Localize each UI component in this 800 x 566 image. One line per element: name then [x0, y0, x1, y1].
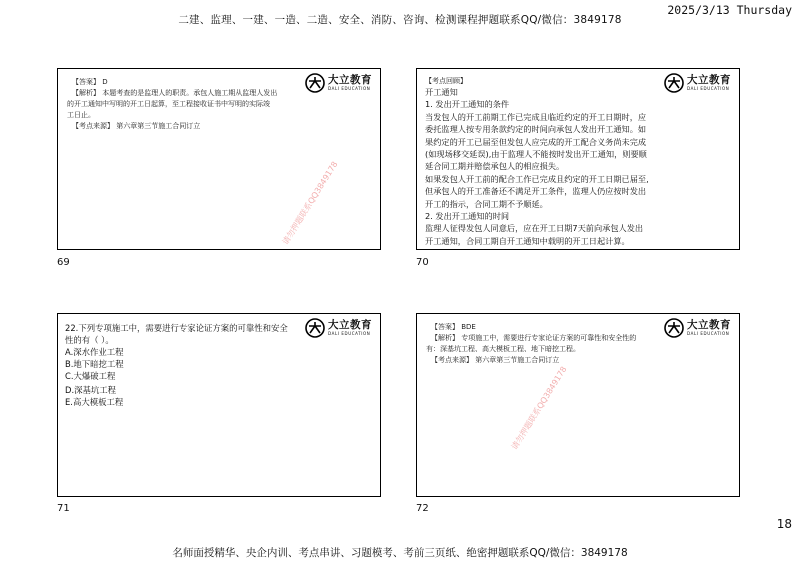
date-stamp: 2025/3/13 Thursday — [667, 3, 792, 17]
slide-body — [425, 76, 649, 247]
top-header: 二建、监理、一建、一造、二造、安全、消防、咨询、检测课程押题联系QQ/微信：3849178 — [178, 14, 622, 26]
text-line: 2. 发出开工通知的时间 — [425, 211, 510, 222]
watermark: 请勿押题联系QQ3849178 — [280, 159, 340, 247]
logo-cn: 大立教育 — [687, 74, 731, 87]
dali-logo-icon — [664, 73, 684, 93]
slide-number: 70 — [416, 257, 429, 268]
slide-71 — [57, 313, 381, 497]
dali-logo — [305, 318, 372, 338]
slide-body — [67, 77, 277, 132]
slide-70 — [416, 68, 740, 250]
text-line: 【考点来源】 第六章第三节施工合同订立 — [431, 356, 560, 364]
page-number: 18 — [776, 517, 792, 531]
bottom-footer: 名师面授精华、央企内训、考点串讲、习题模考、考前三页纸、绝密押题联系QQ/微信：3849178 — [172, 547, 628, 559]
dali-logo-icon — [305, 73, 325, 93]
option-d: D.深基坑工程 — [65, 385, 116, 395]
slide-number: 71 — [57, 503, 70, 514]
option-a: A.深水作业工程 — [65, 347, 124, 357]
logo-en: DALI EDUCATION — [687, 330, 730, 336]
question-text: 22.下列专项施工中，需要进行专家论证方案的可靠性和安全 — [65, 323, 288, 333]
slide-body — [426, 322, 636, 366]
text-line: 1. 发出开工通知的条件 — [425, 99, 510, 110]
logo-en: DALI EDUCATION — [687, 85, 730, 91]
logo-en: DALI EDUCATION — [328, 330, 371, 336]
text-line: 如果发包人开工前的配合工作已完成且约定的开工日期已届至, — [425, 173, 649, 184]
slide-number: 72 — [416, 503, 429, 514]
slide-number: 69 — [57, 257, 70, 268]
text-line: 工日止。 — [67, 111, 95, 119]
text-line: 但承包人的开工准备还不满足开工条件，监理人仍应按时发出 — [425, 186, 647, 197]
logo-cn: 大立教育 — [328, 74, 372, 87]
text-line: 监理人征得发包人同意后，应在开工日期7天前向承包人发出 — [425, 223, 644, 234]
text-line: 开工通知 — [425, 87, 458, 97]
logo-en: DALI EDUCATION — [328, 85, 371, 91]
option-c: C.大爆破工程 — [65, 371, 116, 381]
text-line: 【答案】 BDE — [431, 323, 476, 331]
dali-logo — [305, 73, 372, 93]
question-body — [65, 322, 288, 408]
watermark: 请勿押题联系QQ3849178 — [509, 364, 569, 452]
option-e: E.高大模板工程 — [65, 397, 124, 407]
text-line: 延合同工期并赔偿承包人的相应损失。 — [425, 161, 565, 172]
text-line: 【解析】 专项施工中，需要进行专家论证方案的可靠性和安全性的 — [431, 334, 637, 342]
text-line: 开工的指示，合同工期不予顺延。 — [425, 198, 548, 209]
question-text: 性的有（ ）。 — [65, 335, 114, 345]
text-line: 当发包人的开工前期工作已完成且临近约定的开工日期时，应 — [425, 111, 647, 122]
text-line: 【解析】 本题考查的是监理人的职责。承包人施工期从监理人发出 — [72, 89, 278, 97]
dali-logo-icon — [664, 318, 684, 338]
text-line: 果约定的开工已届至但发包人应完成的开工配合义务尚未完成 — [425, 136, 647, 147]
text-line: 的开工通知中写明的开工日起算，至工程接收证书中写明的实际竣 — [67, 100, 270, 108]
text-line: 开工通知，合同工期自开工通知中载明的开工日起计算。 — [425, 235, 630, 246]
dali-logo — [664, 318, 731, 338]
text-line: 【答案】 D — [72, 78, 108, 86]
text-line: 【考点来源】 第六章第三节施工合同订立 — [72, 122, 201, 130]
text-line: (如现场移交延误),由于监理人不能按时发出开工通知，则要顺 — [425, 149, 647, 160]
dali-logo — [664, 73, 731, 93]
dali-logo-icon — [305, 318, 325, 338]
text-line: 有：深基坑工程、高大模板工程、地下暗挖工程。 — [426, 345, 580, 353]
slide-69 — [57, 68, 381, 250]
text-line: 委托监理人按专用条款约定的时间向承包人发出开工通知。如 — [425, 124, 647, 135]
slide-72 — [416, 313, 740, 497]
logo-cn: 大立教育 — [328, 319, 372, 332]
text-line: 【考点回顾】 — [425, 77, 467, 85]
option-b: B.地下暗挖工程 — [65, 359, 124, 369]
logo-cn: 大立教育 — [687, 319, 731, 332]
